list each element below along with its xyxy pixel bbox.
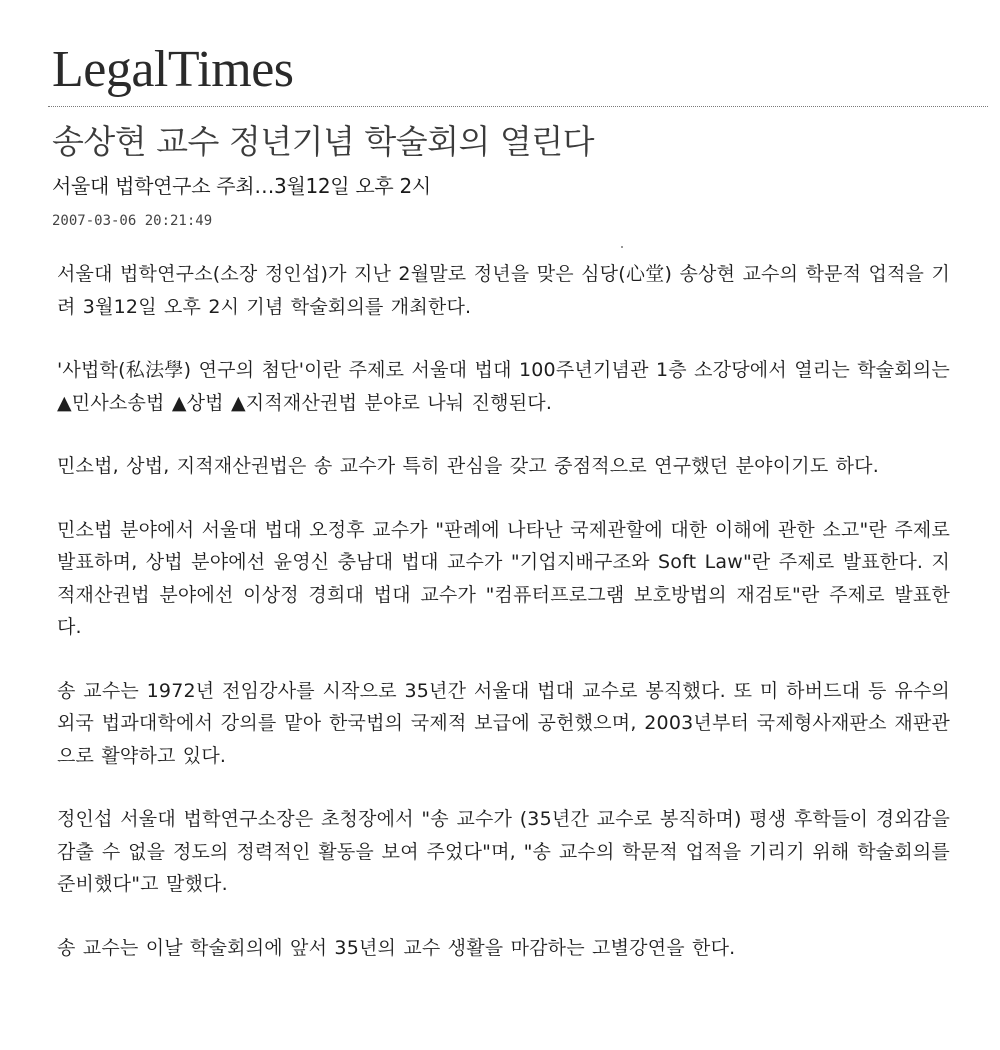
article-paragraph: 송 교수는 1972년 전임강사를 시작으로 35년간 서울대 법대 교수로 봉직했다. 또 미 하버드대 등 유수의 외국 법과대학에서 강의를 맡아 한국법의 국제적 보급에 공헌했으며, 2003년부터 국제형사재판소 재판관으로 활약하고 있다. <box>57 679 950 767</box>
article-paragraph: 정인섭 서울대 법학연구소장은 초청장에서 "송 교수가 (35년간 교수로 봉직하며) 평생 후학들이 경외감을 감출 수 없을 정도의 정력적인 활동을 보여 주었다"며, "송 교수의 학문적 업적을 기리기 위해 학술회의를 준비했다"고 말했다. <box>57 808 950 895</box>
article-body <box>57 258 950 995</box>
article-timestamp: 2007-03-06 20:21:49 <box>52 213 213 229</box>
article-subheadline: 서울대 법학연구소 주최…3월12일 오후 2시 <box>52 174 431 198</box>
article-paragraph: 민소법, 상법, 지적재산권법은 송 교수가 특히 관심을 갖고 중점적으로 연구했던 분야이기도 하다. <box>57 455 879 477</box>
publication-logo: LegalTimes <box>52 41 294 98</box>
article-paragraph: 송 교수는 이날 학술회의에 앞서 35년의 교수 생활을 마감하는 고별강연을 한다. <box>57 936 736 959</box>
article-paragraph: 민소법 분야에서 서울대 법대 오정후 교수가 "판례에 나타난 국제관할에 대한 이해에 관한 소고"란 주제로 발표하며, 상법 분야에선 윤영신 충남대 법대 교수가 "기업지배구조와 Soft Law"란 주제로 발표한다. 지적재산권법 분야에선 이상정 경희대 법대 교수가 "컴퓨터프로그램 보호방법의 재검토"란 주제로 발표한다. <box>57 518 950 638</box>
article-paragraph: '사법학(私法學) 연구의 첨단'이란 주제로 서울대 법대 100주년기념관 1층 소강당에서 열리는 학술회의는 ▲민사소송법 ▲상법 ▲지적재산권법 분야로 나눠 진행된다. <box>57 359 950 414</box>
article-headline: 송상현 교수 정년기념 학술회의 열린다 <box>52 122 595 161</box>
header-divider <box>48 106 988 107</box>
scan-speck <box>621 246 623 248</box>
article-paragraph: 서울대 법학연구소(소장 정인섭)가 지난 2월말로 정년을 맞은 심당(心堂) 송상현 교수의 학문적 업적을 기려 3월12일 오후 2시 기념 학술회의를 개최한다. <box>57 263 950 318</box>
